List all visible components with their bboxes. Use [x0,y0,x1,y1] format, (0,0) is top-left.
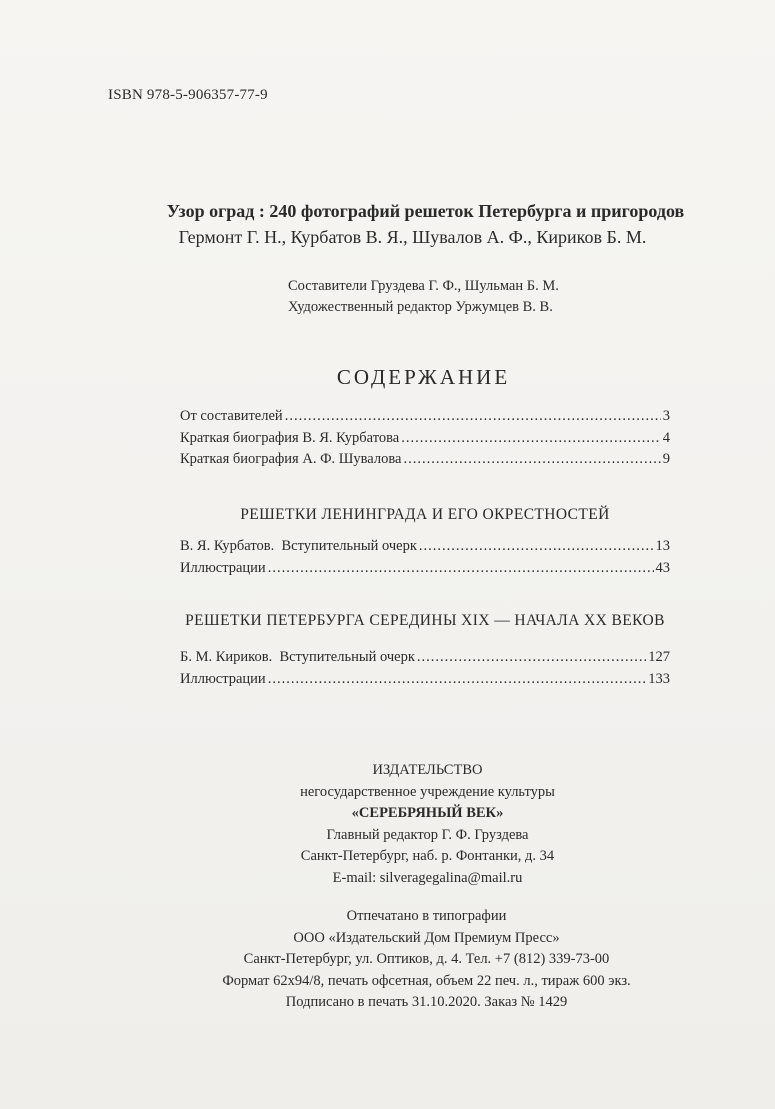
toc-section-1 [180,538,670,581]
toc-leader-dots [401,430,661,447]
publisher-type: негосударственное учреждение культуры [300,783,555,800]
toc-entry-label: Краткая биография В. Я. Курбатова [180,429,400,446]
toc-entry-page: 133 [648,670,670,687]
toc-leader-dots [403,451,660,468]
toc-leader-dots [268,560,654,577]
compilers: Составители Груздева Г. Ф., Шульман Б. М. [288,278,559,294]
toc-entry-page: 9 [662,451,670,467]
printer-line-3: Санкт-Петербург, ул. Оптиков, д. 4. Тел. +7 (812) 339-73-00 [243,951,610,967]
printer-line-1: Отпечатано в типографии [346,908,507,924]
art-editor: Художественный редактор Уржумцев В. В. [288,299,553,315]
toc-entry [180,451,670,473]
toc-entry-page: 4 [662,429,670,446]
book-authors: Гермонт Г. Н., Курбатов В. Я., Шувалов А. Ф., Кириков Б. М. [178,227,647,247]
publisher-label: ИЗДАТЕЛЬСТВО [372,762,483,778]
toc-leader-dots [417,649,646,666]
toc-entry-label: От составителей [180,408,283,424]
credits [288,276,559,318]
toc-entry-page: 127 [648,649,670,665]
printer-line-2: ООО «Издательский Дом Премиум Пресс» [293,929,560,946]
chief-editor: Главный редактор Г. Ф. Груздева [326,826,529,843]
isbn: ISBN 978-5-906357-77-9 [108,87,268,103]
printer-block [0,906,775,1014]
toc-entry [180,538,670,560]
toc-entry-page: 43 [655,559,670,576]
publisher-address: Санкт-Петербург, наб. р. Фонтанки, д. 34 [300,848,555,864]
toc-entry-label: В. Я. Курбатов. Вступительный очерк [180,538,417,554]
toc-entry-label: Краткая биография А. Ф. Шувалова [180,451,402,467]
toc-entry [180,560,670,582]
toc-leader-dots [268,671,647,688]
title-block [0,200,775,249]
publisher-email: E-mail: silveragegalina@mail.ru [332,869,523,886]
toc-entry [180,408,670,430]
toc-entry-label: Иллюстрации [180,670,266,687]
section-heading-leningrad: РЕШЕТКИ ЛЕНИНГРАДА И ЕГО ОКРЕСТНОСТЕЙ [240,506,610,523]
toc-entry-label: Б. М. Кириков. Вступительный очерк [180,649,415,665]
toc-leader-dots [285,408,661,425]
printer-line-4: Формат 62x94/8, печать офсетная, объем 22 печ. л., тираж 600 экз. [222,972,631,989]
book-title: Узор оград : 240 фотографий решеток Петербурга и пригородов [166,201,685,221]
toc-section-2 [180,649,670,692]
toc-intro [180,408,670,473]
toc-entry [180,649,670,671]
printer-line-5: Подписано в печать 31.10.2020. Заказ № 1429 [285,994,568,1010]
publisher-name: «СЕРЕБРЯНЫЙ ВЕК» [351,805,504,821]
toc-entry [180,671,670,693]
toc-entry [180,430,670,452]
contents-heading: СОДЕРЖАНИЕ [336,365,511,389]
toc-entry-label: Иллюстрации [180,559,266,576]
toc-entry-page: 13 [655,538,670,554]
toc-entry-page: 3 [662,408,670,424]
toc-leader-dots [419,538,654,555]
publisher-block [0,760,775,889]
section-heading-petersburg: РЕШЕТКИ ПЕТЕРБУРГА СЕРЕДИНЫ XIX — НАЧАЛА XX ВЕКОВ [185,612,665,629]
